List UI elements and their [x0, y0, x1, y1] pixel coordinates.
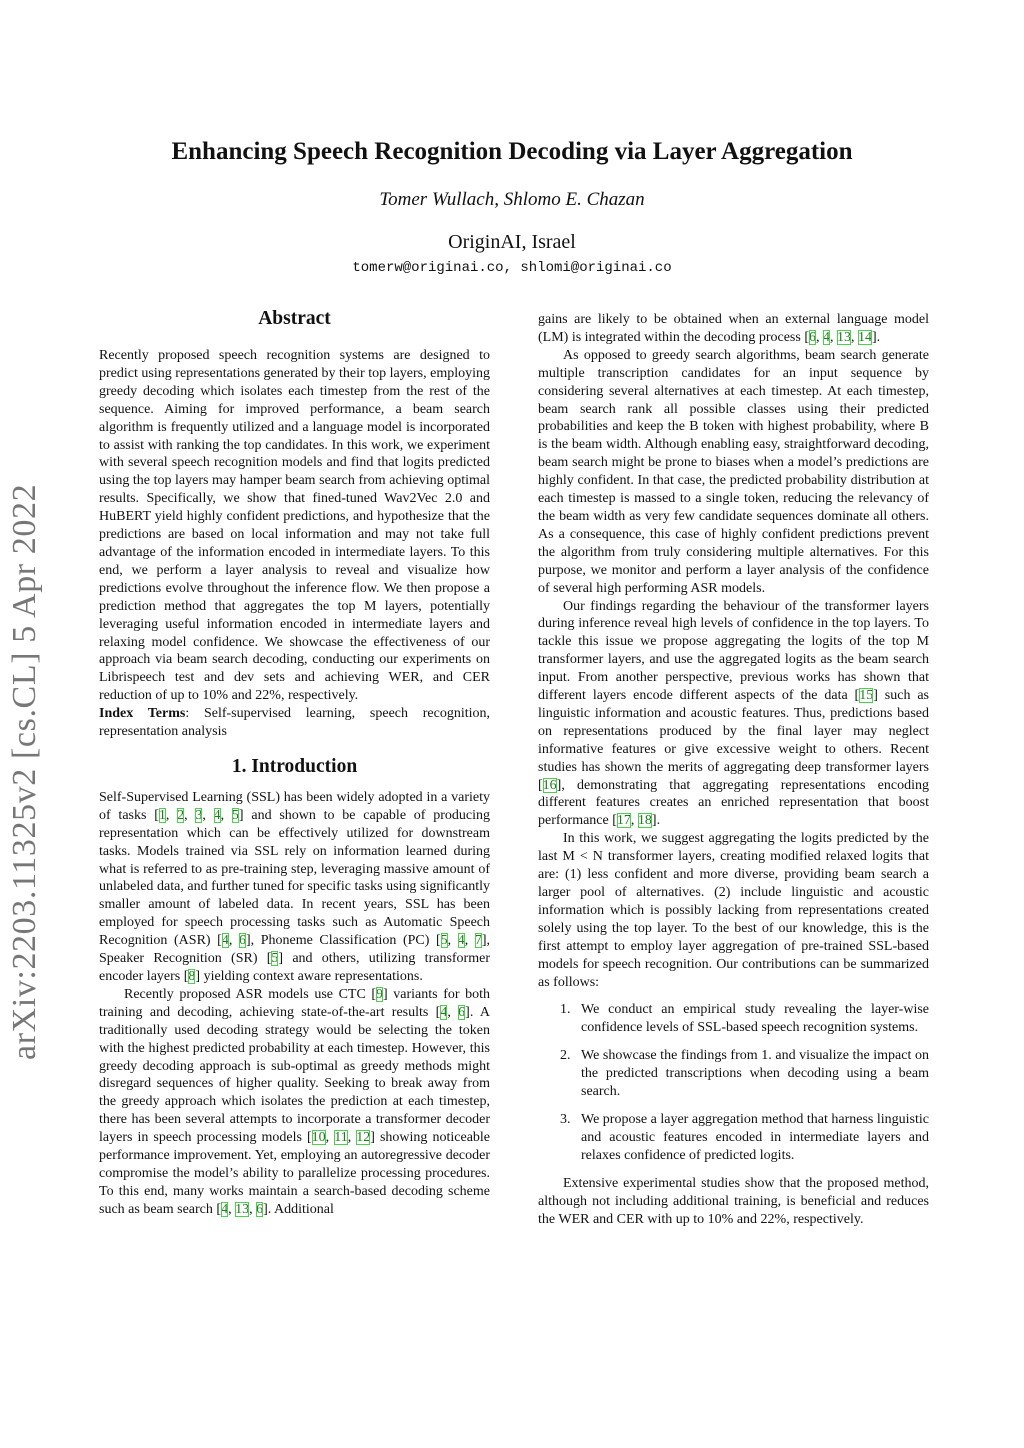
contribution-number: 2.: [560, 1048, 571, 1064]
contribution-number: 1.: [560, 1002, 571, 1018]
intro-paragraph-5: Our findings regarding the behaviour of the transformer layers during inference reveal high levels of confidence in the top layers. To tackle this issue we propose aggregating the logits of the top M transformer layers, and use the aggregated logits as the beam search input. From another perspective, previous works has shown that different layers encode different aspects of the data [15] such as linguistic information and acoustic features. Thus, predictions based on representations produced by the final layer may neglect informative features or give excessive weight to others. Recent studies has shown the merits of aggregating deep transformer layers [16], demonstrating that aggregating representations encoding different features creates an enriched representation that boost performance [17, 18].: [538, 598, 929, 829]
citation-link[interactable]: 3: [195, 807, 203, 823]
right-column: [538, 311, 929, 1228]
citation-link[interactable]: 4: [822, 329, 830, 345]
citation-link[interactable]: 10: [311, 1130, 326, 1146]
citation-link[interactable]: 6: [256, 1201, 264, 1217]
citation-link[interactable]: 4: [457, 933, 465, 949]
citation-link[interactable]: 4: [221, 1201, 229, 1217]
intro-paragraph-4: As opposed to greedy search algorithms, beam search generate multiple transcription candidates for an input sequence by considering several alternatives at each timestep. At each timestep, beam search rank all possible classes using their predicted probabilities and keep the B token with highest probability, where B is the beam width. Although enabling easy, straightforward decoding, beam search might be prone to biases when a model’s predictions are highly confident. In that case, the predicted probability distribution at each timestep is massed to a single token, reducing the relevancy of the beam width as very few candidate sequences dominate all others. As a consequence, this case of highly confident predictions prevent the algorithm from truly considering multiple alternatives. For this purpose, we monitor and perform a layer analysis of the confidence of several high performing ASR models.: [538, 347, 929, 596]
citation-link[interactable]: 2: [177, 807, 185, 823]
left-column: [99, 307, 490, 1219]
citation-link[interactable]: 9: [376, 986, 384, 1002]
intro-paragraph-2: Recently proposed ASR models use CTC [9] variants for both training and decoding, achieving state-of-the-art results [4, 6]. A traditionally used decoding strategy would be selecting the token with the highest predicted probability at each timestep. However, this greedy decoding approach is sub-optimal as greedy methods might disregard sequences of higher quality. Seeking to break away from the greedy approach which isolates the prediction at each timestep, there has been several attempts to incorporate a transformer decoder layers in speech processing models [10, 11, 12] showing noticeable performance improvement. Yet, employing an autoregressive decoder compromise the model’s ability to parallelize processing procedures. To this end, many works maintain a search-based decoding scheme such as beam search [4, 13, 6]. Additional: [99, 986, 491, 1217]
author-emails[interactable]: tomerw@originai.co, shlomi@originai.co: [352, 260, 672, 276]
contribution-text: We conduct an empirical study revealing the layer-wise confidence levels of SSL-based speech recognition systems.: [581, 1002, 929, 1036]
citation-link[interactable]: 7: [474, 933, 482, 949]
introduction-heading: 1. Introduction: [231, 755, 358, 777]
abstract-text: Recently proposed speech recognition systems are designed to predict using representations generated by their top layers, employing greedy decoding which isolates each timestep from the rest of the sequence. Aiming for improved performance, a beam search algorithm is frequently utilized and a language model is incorporated to assist with ranking the top candidates. In this work, we experiment with several speech recognition models and find that logits predicted using the top layers may hamper beam search from achieving optimal results. Specifically, we show that fined-tuned Wav2Vec 2.0 and HuBERT yield highly confident predictions, and hypothesize that the predictions are based on local information and may not take full advantage of the information encoded in intermediate layers. To this end, we perform a layer analysis to reveal and visualize how predictions evolve throughout the inference flow. We then propose a prediction method that aggregates the top M layers, potentially leveraging useful information encoded in intermediate layers and relaxing model confidence. We showcase the effectiveness of our approach via beam search decoding, conducting our experiments on Librispeech test and dev sets and achieving WER, and CER reduction of up to 10% and 22%, respectively.: [99, 348, 490, 704]
contribution-text: We showcase the findings from 1. and visualize the impact on the predicted transcriptions when decoding using a beam search.: [581, 1048, 929, 1100]
citation-link[interactable]: 12: [356, 1130, 371, 1146]
arxiv-side-stamp: arXiv:2203.11325v2 [cs.CL] 5 Apr 2022: [6, 483, 43, 1060]
contribution-number: 3.: [560, 1111, 571, 1127]
intro-paragraph-3: gains are likely to be obtained when an external language model (LM) is integrated within the decoding process [6, 4, 13, 14].: [538, 312, 929, 345]
citation-link[interactable]: 16: [542, 777, 557, 793]
citation-link[interactable]: 18: [637, 813, 652, 829]
index-terms-label: Index Terms: [99, 706, 186, 722]
citation-link[interactable]: 13: [235, 1201, 250, 1217]
citation-link[interactable]: 6: [458, 1004, 466, 1020]
intro-paragraph-1: Self-Supervised Learning (SSL) has been widely adopted in a variety of tasks [1, 2, 3, 4, 5] and shown to be capable of producing representation which can be effectively utilized for downstream tasks. Models trained via SSL rely on information learned during what is referred to as pre-training step, leveraging massive amount of unlabeled data, and further tuned for specific tasks using significantly smaller amount of labeled data. In recent years, SSL has been employed for speech processing tasks such as Automatic Speech Recognition (ASR) [4, 6], Phoneme Classification (PC) [5, 4, 7], Speaker Recognition (SR) [5] and others, utilizing transformer encoder layers [8] yielding context aware representations.: [99, 789, 491, 984]
citation-link[interactable]: 6: [238, 933, 246, 949]
contribution-item: [538, 1047, 929, 1101]
citation-link[interactable]: 4: [221, 933, 229, 949]
citation-link[interactable]: 17: [616, 813, 631, 829]
citation-link[interactable]: 11: [334, 1130, 348, 1146]
citation-link[interactable]: 4: [213, 807, 221, 823]
contributions-list: [538, 1001, 929, 1164]
citation-link[interactable]: 14: [857, 329, 872, 345]
authors: Tomer Wullach, Shlomo E. Chazan: [379, 189, 645, 210]
citation-link[interactable]: 5: [440, 933, 448, 949]
citation-link[interactable]: 5: [271, 951, 279, 967]
citation-link[interactable]: 15: [859, 688, 874, 704]
citation-link[interactable]: 1: [158, 807, 166, 823]
abstract-heading: Abstract: [258, 308, 331, 329]
contribution-item: [538, 1111, 929, 1165]
contribution-item: [538, 1001, 929, 1037]
citation-link[interactable]: 13: [836, 329, 851, 345]
citation-link[interactable]: 6: [808, 329, 816, 345]
citation-link[interactable]: 8: [188, 969, 196, 984]
index-terms-text: : Self-supervised learning, speech recognition, representation analysis: [99, 706, 491, 740]
index-terms: [99, 705, 490, 741]
intro-paragraph-7: Extensive experimental studies show that the proposed method, although not including additional training, is beneficial and reduces the WER and CER with up to 10% and 22%, respectively.: [538, 1175, 929, 1227]
intro-paragraph-6: In this work, we suggest aggregating the logits predicted by the last M < N transformer layers, creating modified relaxed logits that are: (1) less confident and more diverse, providing beam search a larger pool of alternatives. (2) include linguistic and acoustic information which is possibly lacking from representations created solely using the top layer. To the best of our knowledge, this is the first attempt to employ layer aggregation of pre-trained SSL-based models for speech recognition. Our contributions can be summarized as follows:: [538, 831, 929, 990]
affiliation: OriginAI, Israel: [448, 231, 576, 253]
contribution-text: We propose a layer aggregation method that harness linguistic and acoustic features encoded in intermediate layers and relaxes confidence of predicted logits.: [581, 1111, 929, 1163]
citation-link[interactable]: 5: [231, 807, 239, 823]
paper-title: Enhancing Speech Recognition Decoding via Layer Aggregation: [171, 138, 853, 165]
citation-link[interactable]: 4: [440, 1004, 448, 1020]
